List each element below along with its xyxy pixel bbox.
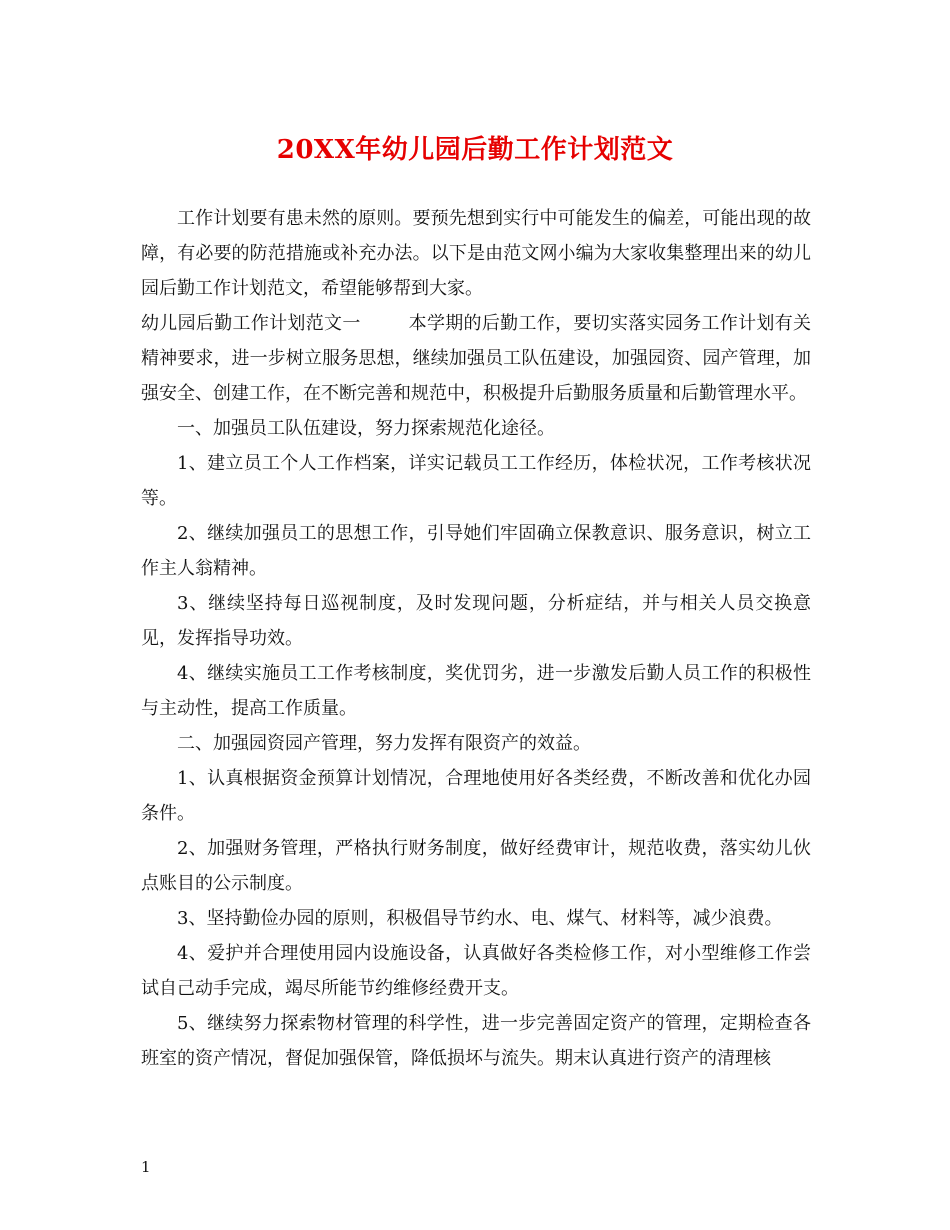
heading-asset-management: 二、加强园资园产管理，努力发挥有限资产的效益。: [177, 733, 591, 754]
list-item: 1、建立员工个人工作档案，详实记载员工工作经历，体检状况，工作考核状况等。: [141, 453, 811, 509]
list-item: 4、继续实施员工工作考核制度，奖优罚劣，进一步激发后勤人员工作的积极性与主动性，提高工作质量。: [141, 663, 811, 719]
list-item: 3、继续坚持每日巡视制度，及时发现问题，分析症结，并与相关人员交换意见，发挥指导功效。: [141, 593, 811, 649]
page-number: 1: [141, 1158, 151, 1176]
section-lead-paragraph: [141, 306, 811, 411]
list-item: 3、坚持勤俭办园的原则，积极倡导节约水、电、煤气、材料等，减少浪费。: [177, 908, 783, 929]
list-item: 4、爱护并合理使用园内设施设备，认真做好各类检修工作，对小型维修工作尝试自己动手完成，竭尽所能节约维修经费开支。: [141, 943, 811, 999]
section-heading: 幼儿园后勤工作计划范文一: [141, 313, 361, 334]
list-item: 2、加强财务管理，严格执行财务制度，做好经费审计，规范收费，落实幼儿伙点账目的公示制度。: [141, 838, 811, 894]
document-body: [141, 201, 811, 1076]
intro-paragraph: 工作计划要有患未然的原则。要预先想到实行中可能发生的偏差，可能出现的故障，有必要的防范措施或补充办法。以下是由范文网小编为大家收集整理出来的幼儿园后勤工作计划范文，希望能够帮到大家。: [141, 208, 811, 299]
section-lead-text: 本学期的后勤工作，要切实落实园务工作计划有关精神要求，进一步树立服务思想，继续加强员工队伍建设，加强园资、园产管理，加强安全、创建工作，在不断完善和规范中，积极提升后勤服务质量和后勤管理水平。: [141, 313, 812, 404]
document-title: 20XX年幼儿园后勤工作计划范文: [276, 135, 674, 165]
list-item: 2、继续加强员工的思想工作，引导她们牢固确立保教意识、服务意识，树立工作主人翁精神。: [141, 523, 811, 579]
list-item: 5、继续努力探索物材管理的科学性，进一步完善固定资产的管理，定期检查各班室的资产情况，督促加强保管，降低损坏与流失。期末认真进行资产的清理核: [141, 1013, 811, 1069]
heading-staff-building: 一、加强员工队伍建设，努力探索规范化途径。: [177, 418, 555, 439]
list-item: 1、认真根据资金预算计划情况，合理地使用好各类经费，不断改善和优化办园条件。: [141, 768, 811, 824]
